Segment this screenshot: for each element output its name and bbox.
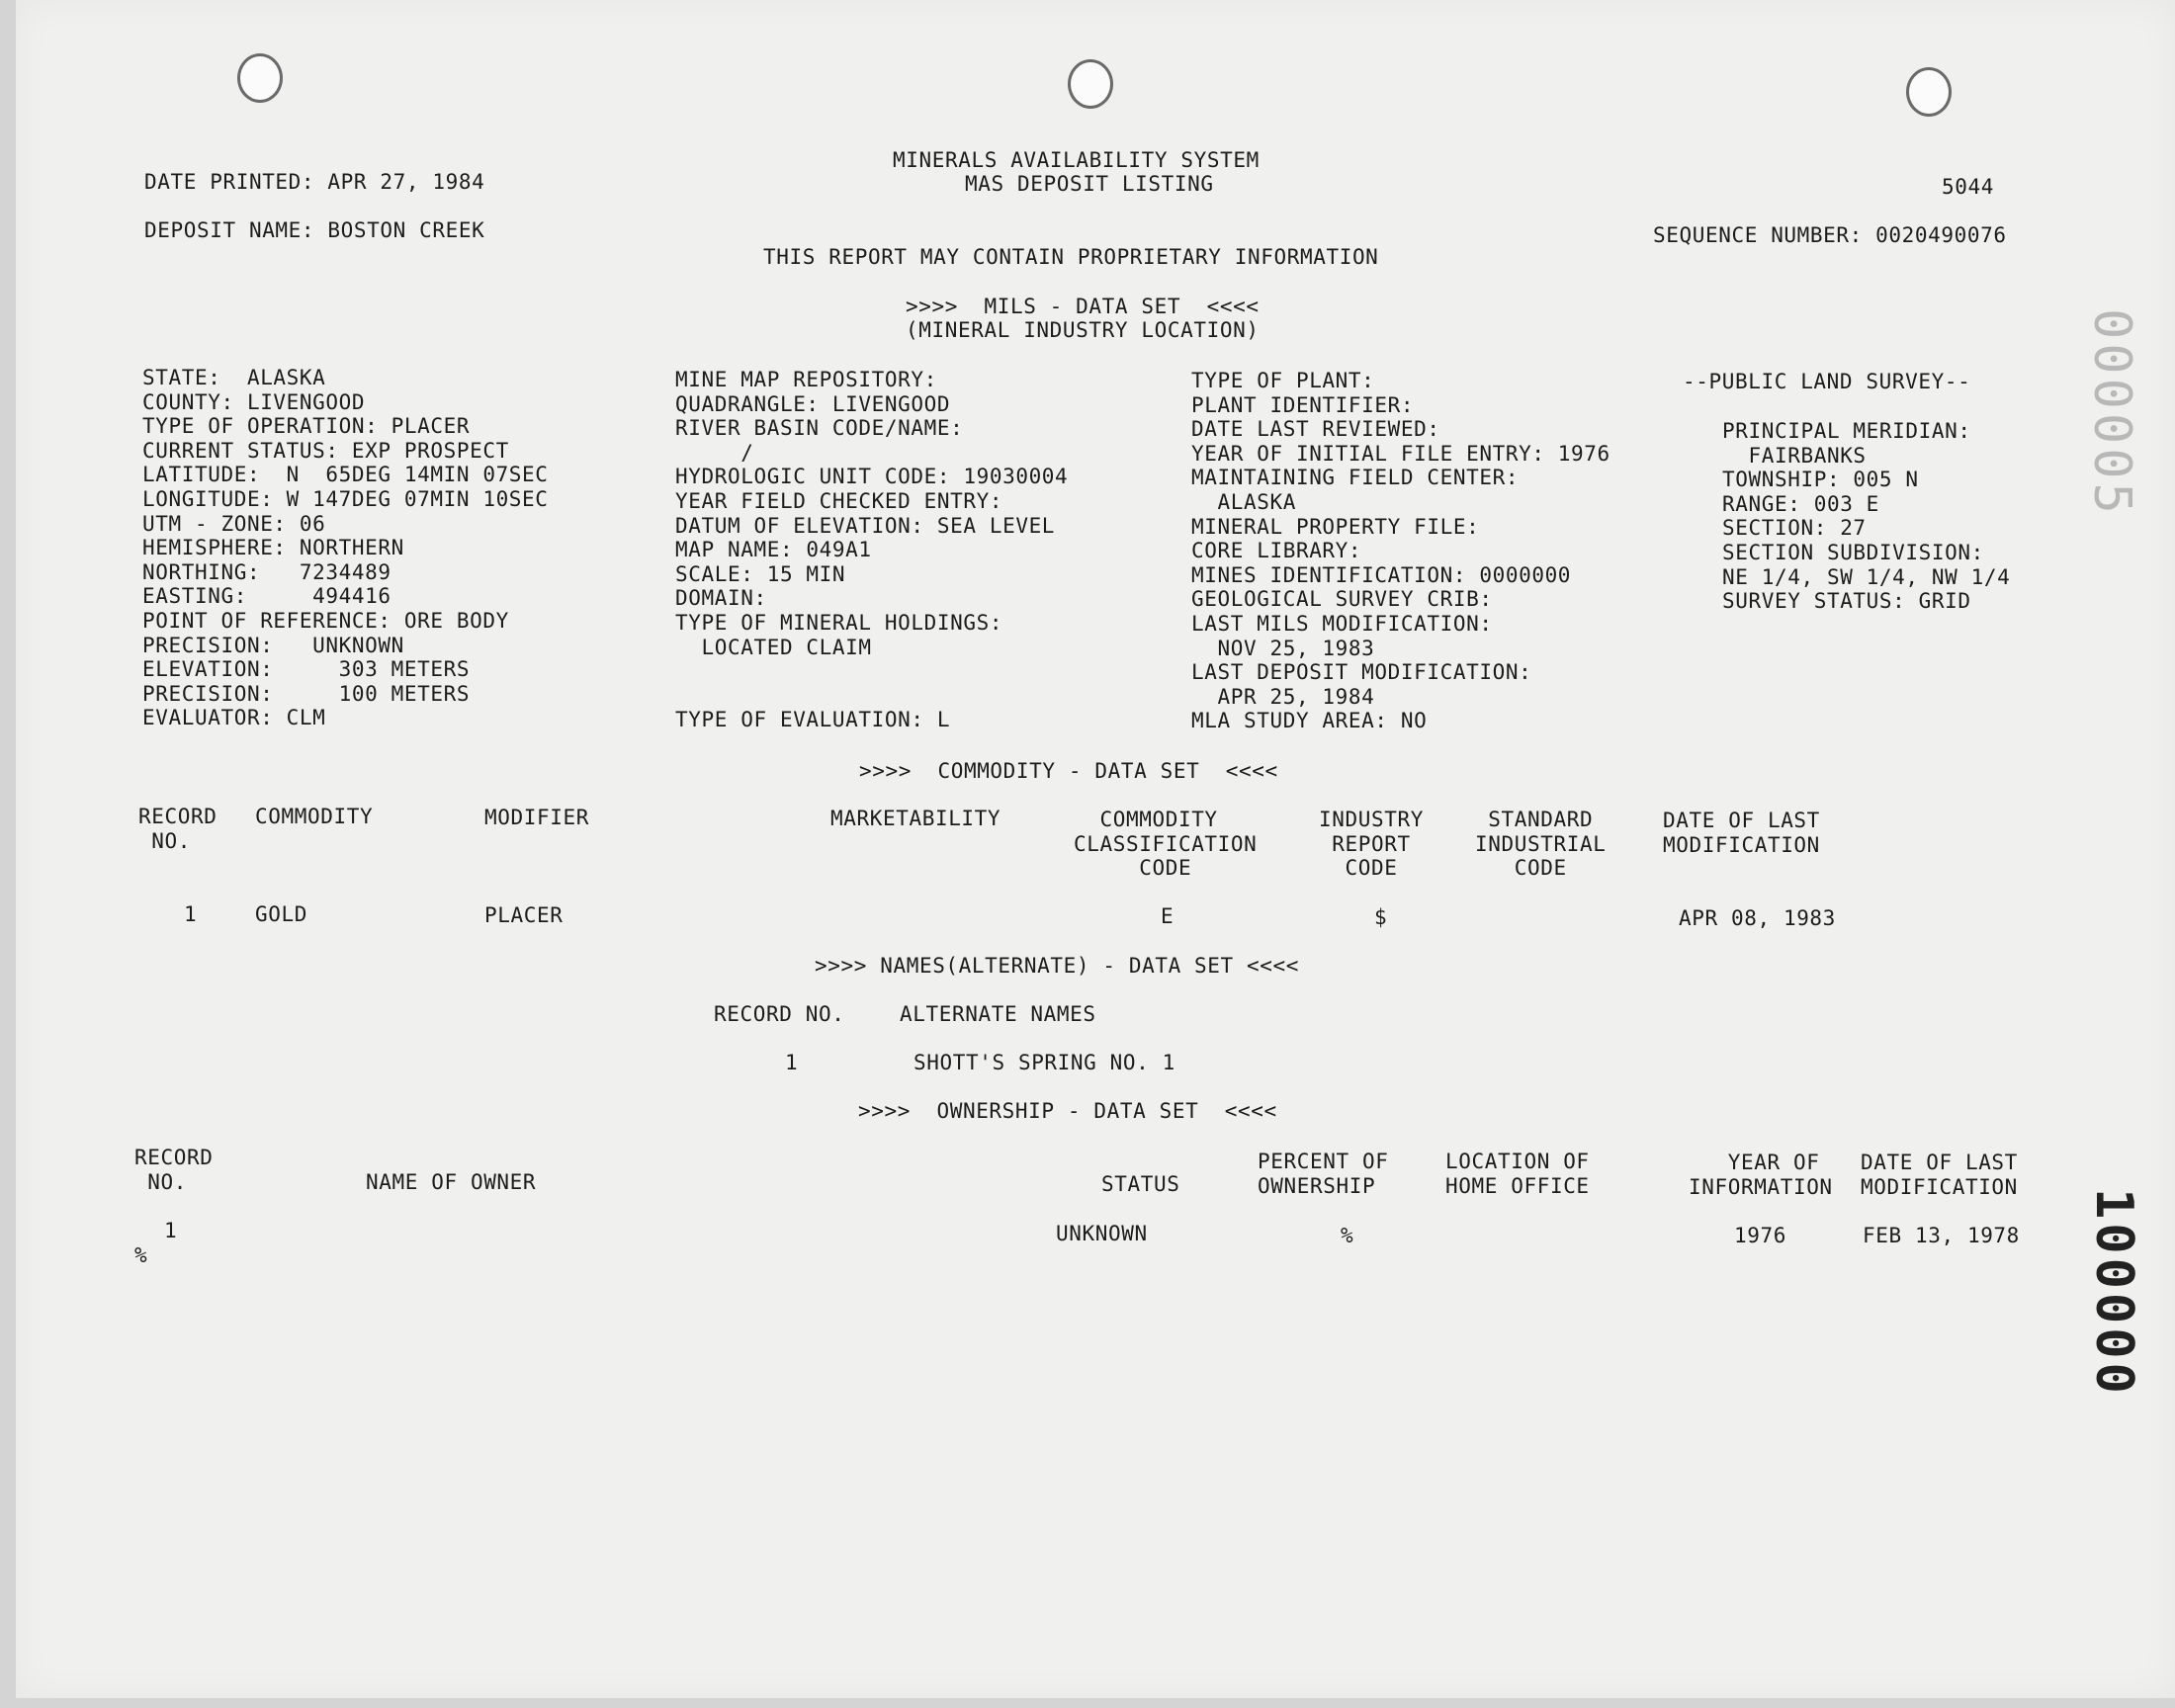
commodity-classification: E — [1161, 904, 1174, 928]
location-field-line: PRECISION: UNKNOWN — [142, 633, 404, 657]
plant-field-line: GEOLOGICAL SURVEY CRIB: — [1191, 587, 1493, 612]
land-survey-field-line: NE 1/4, SW 1/4, NW 1/4 — [1722, 564, 2011, 589]
plant-field-line: DATE LAST REVIEWED: — [1191, 417, 1440, 442]
listing-title: MAS DEPOSIT LISTING — [965, 172, 1214, 196]
land-survey-field-line: SURVEY STATUS: GRID — [1722, 589, 1971, 614]
ownership-header-year: YEAR OF INFORMATION — [1689, 1151, 1833, 1199]
location-field-line: LONGITUDE: W 147DEG 07MIN 10SEC — [142, 486, 549, 511]
map-field-line — [675, 684, 1068, 709]
land-survey-field-line: SECTION SUBDIVISION: — [1722, 540, 1984, 564]
proprietary-notice: THIS REPORT MAY CONTAIN PROPRIETARY INFORMATION — [763, 245, 1379, 269]
ownership-header-record: RECORD NO. — [134, 1146, 214, 1194]
commodity-header-industry-report: INDUSTRY REPORT CODE — [1319, 808, 1424, 881]
location-field-line: STATE: ALASKA — [142, 366, 326, 389]
map-field-line: QUADRANGLE: LIVENGOOD — [675, 391, 951, 416]
plant-field-line: PLANT IDENTIFIER: — [1191, 392, 1415, 417]
map-field-line: DOMAIN: — [675, 586, 767, 611]
plant-field-line: NOV 25, 1983 — [1191, 636, 1375, 660]
faint-number-stamp: 000005 — [2082, 308, 2141, 518]
map-field-line: RIVER BASIN CODE/NAME: — [675, 416, 964, 441]
punch-hole-left — [237, 53, 283, 103]
location-field-line: NORTHING: 7234489 — [142, 559, 392, 584]
frame-number-stamp: 100000 — [2084, 1188, 2143, 1398]
ownership-year: 1976 — [1734, 1224, 1786, 1247]
date-printed: DATE PRINTED: APR 27, 1984 — [144, 170, 485, 194]
commodity-header-modifier: MODIFIER — [484, 806, 589, 829]
plant-field-line: TYPE OF PLANT: — [1191, 369, 1375, 392]
location-field-line: EASTING: 494416 — [142, 584, 392, 609]
ownership-status: UNKNOWN — [1056, 1222, 1148, 1245]
plant-field-line: MINERAL PROPERTY FILE: — [1191, 514, 1480, 539]
commodity-heading: >>>> COMMODITY - DATA SET <<<< — [859, 759, 1278, 783]
ownership-header-date: DATE OF LAST MODIFICATION — [1861, 1151, 2018, 1199]
plant-field-line: MLA STUDY AREA: NO — [1191, 709, 1428, 733]
sequence-number: SEQUENCE NUMBER: 0020490076 — [1653, 223, 2007, 247]
map-field-line: MAP NAME: 049A1 — [675, 538, 872, 562]
map-field-line: MINE MAP REPOSITORY: — [675, 368, 937, 391]
plant-field-line: LAST DEPOSIT MODIFICATION: — [1191, 660, 1532, 685]
plant-field-line: YEAR OF INITIAL FILE ENTRY: 1976 — [1191, 441, 1610, 466]
ownership-extra-percent: % — [134, 1243, 148, 1267]
plant-field-line: MINES IDENTIFICATION: 0000000 — [1191, 562, 1572, 587]
mils-column-location — [142, 366, 549, 730]
punch-hole-center — [1068, 59, 1113, 109]
ownership-heading: >>>> OWNERSHIP - DATA SET <<<< — [858, 1099, 1277, 1123]
public-land-survey-title: --PUBLIC LAND SURVEY-- — [1683, 370, 1971, 393]
ownership-header-status: STATUS — [1101, 1172, 1180, 1196]
map-field-line: TYPE OF MINERAL HOLDINGS: — [675, 610, 1003, 635]
ownership-percent: % — [1341, 1224, 1354, 1247]
mils-column-map — [675, 368, 1068, 732]
mils-column-plant — [1191, 369, 1610, 733]
commodity-header-sic: STANDARD INDUSTRIAL CODE — [1475, 808, 1607, 881]
location-field-line: UTM - ZONE: 06 — [142, 511, 326, 536]
mils-subheading: (MINERAL INDUSTRY LOCATION) — [906, 318, 1260, 342]
commodity-date: APR 08, 1983 — [1679, 906, 1836, 930]
location-field-line: TYPE OF OPERATION: PLACER — [142, 414, 471, 439]
location-field-line: ELEVATION: 303 METERS — [142, 657, 471, 682]
map-field-line: / — [675, 440, 754, 465]
location-field-line: LATITUDE: N 65DEG 14MIN 07SEC — [142, 463, 549, 487]
land-survey-field-line: SECTION: 27 — [1722, 516, 1867, 541]
commodity-record-no: 1 — [184, 902, 198, 926]
commodity-modifier: PLACER — [484, 903, 564, 927]
location-field-line: EVALUATOR: CLM — [142, 706, 326, 730]
plant-field-line: LAST MILS MODIFICATION: — [1191, 611, 1493, 636]
commodity-industry-report: $ — [1374, 905, 1388, 929]
map-field-line: LOCATED CLAIM — [675, 635, 872, 659]
ownership-date: FEB 13, 1978 — [1863, 1224, 2020, 1247]
page-number: 5044 — [1942, 175, 1994, 199]
location-field-line: COUNTY: LIVENGOOD — [142, 389, 366, 414]
names-heading: >>>> NAMES(ALTERNATE) - DATA SET <<<< — [815, 954, 1299, 978]
system-title: MINERALS AVAILABILITY SYSTEM — [893, 148, 1260, 172]
alternate-name: SHOTT'S SPRING NO. 1 — [914, 1051, 1175, 1074]
commodity-header-commodity: COMMODITY — [255, 805, 374, 828]
ownership-record-no: 1 — [164, 1219, 178, 1242]
commodity-header-classification: COMMODITY CLASSIFICATION CODE — [1074, 808, 1258, 881]
commodity-header-record: RECORD NO. — [138, 805, 218, 853]
ownership-header-owner: NAME OF OWNER — [366, 1170, 537, 1194]
land-survey-field-line: TOWNSHIP: 005 N — [1722, 468, 1919, 492]
land-survey-field-line: FAIRBANKS — [1722, 443, 1867, 468]
names-record-no: 1 — [785, 1051, 799, 1074]
location-field-line: PRECISION: 100 METERS — [142, 681, 471, 706]
commodity-header-date: DATE OF LAST MODIFICATION — [1663, 809, 1820, 857]
names-header-alternate: ALTERNATE NAMES — [900, 1002, 1096, 1026]
deposit-name: DEPOSIT NAME: BOSTON CREEK — [144, 218, 485, 242]
document-page — [16, 0, 2175, 1698]
map-field-line: DATUM OF ELEVATION: SEA LEVEL — [675, 513, 1056, 538]
map-field-line: HYDROLOGIC UNIT CODE: 19030004 — [675, 465, 1069, 489]
location-field-line: HEMISPHERE: NORTHERN — [142, 536, 404, 560]
ownership-header-percent: PERCENT OF OWNERSHIP — [1258, 1150, 1389, 1198]
map-field-line: YEAR FIELD CHECKED ENTRY: — [675, 488, 1003, 513]
map-field-line — [675, 659, 1068, 684]
ownership-header-location: LOCATION OF HOME OFFICE — [1445, 1150, 1590, 1198]
plant-field-line: ALASKA — [1191, 489, 1296, 514]
commodity-header-marketability: MARKETABILITY — [830, 807, 1001, 830]
names-header-record: RECORD NO. — [714, 1002, 845, 1026]
plant-field-line: CORE LIBRARY: — [1191, 539, 1362, 563]
public-land-survey-column — [1722, 419, 2010, 614]
location-field-line: POINT OF REFERENCE: ORE BODY — [142, 608, 509, 633]
map-field-line: TYPE OF EVALUATION: L — [675, 708, 951, 732]
land-survey-field-line: RANGE: 003 E — [1722, 491, 1879, 516]
land-survey-field-line: PRINCIPAL MERIDIAN: — [1722, 419, 1971, 443]
location-field-line: CURRENT STATUS: EXP PROSPECT — [142, 438, 509, 463]
plant-field-line: APR 25, 1984 — [1191, 684, 1375, 709]
punch-hole-right — [1906, 67, 1952, 117]
map-field-line: SCALE: 15 MIN — [675, 561, 846, 586]
commodity-name: GOLD — [255, 902, 307, 926]
mils-heading: >>>> MILS - DATA SET <<<< — [906, 295, 1260, 318]
plant-field-line: MAINTAINING FIELD CENTER: — [1191, 466, 1520, 490]
